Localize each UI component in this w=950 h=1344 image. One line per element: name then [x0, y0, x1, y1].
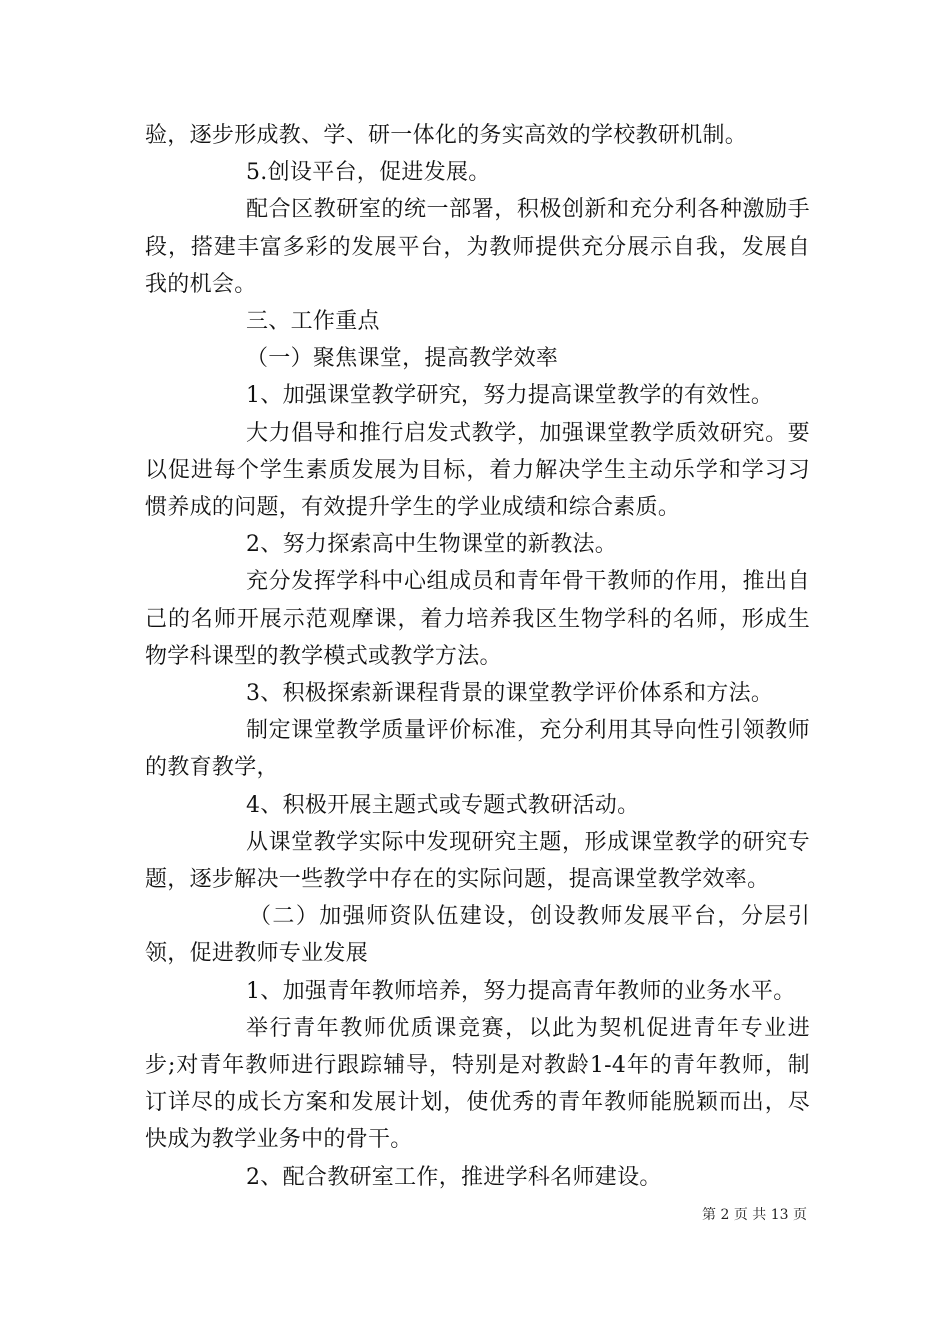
document-body [145, 117, 810, 1196]
subsection-heading: （一）聚焦课堂，提高教学效率 [246, 346, 559, 372]
page-number-footer: 第 2 页 共 13 页 [702, 1207, 807, 1223]
subsection-heading: （二）加强师资队伍建设，创设教师发展平台，分层引领，促进教师专业发展 [145, 904, 810, 967]
paragraph: 大力倡导和推行启发式教学，加强课堂教学质效研究。要以促进每个学生素质发展为目标，着力解决学生主动乐学和学习习惯养成的问题，有效提升学生的学业成绩和综合素质。 [145, 420, 810, 521]
paragraph: 充分发挥学科中心组成员和青年骨干教师的作用，推出自己的名师开展示范观摩课，着力培养我区生物学科的名师，形成生物学科课型的教学模式或教学方法。 [145, 569, 810, 669]
item-heading: 1、加强课堂教学研究，努力提高课堂教学的有效性。 [246, 383, 774, 409]
item-heading: 3、积极探索新课程背景的课堂教学评价体系和方法。 [246, 681, 774, 707]
section-heading: 5.创设平台，促进发展。 [246, 160, 491, 186]
paragraph: 配合区教研室的统一部署，积极创新和充分利各种激励手段，搭建丰富多彩的发展平台，为教师提供充分展示自我，发展自我的机会。 [145, 197, 810, 297]
item-heading: 1、加强青年教师培养，努力提高青年教师的业务水平。 [246, 978, 796, 1004]
item-heading: 2、努力探索高中生物课堂的新教法。 [246, 532, 618, 558]
paragraph: 举行青年教师优质课竞赛，以此为契机促进青年专业进步;对青年教师进行跟踪辅导，特别是对教龄1-4年的青年教师，制订详尽的成长方案和发展计划，使优秀的青年教师能脱颖而出，尽快成为教学业务中的骨干。 [145, 1015, 810, 1153]
paragraph: 制定课堂教学质量评价标准，充分利用其导向性引领教师的教育教学， [145, 718, 810, 781]
item-heading: 2、配合教研室工作，推进学科名师建设。 [246, 1164, 662, 1190]
item-heading: 4、积极开展主题式或专题式教研活动。 [246, 792, 640, 818]
paragraph: 从课堂教学实际中发现研究主题，形成课堂教学的研究专题，逐步解决一些教学中存在的实际问题，提高课堂教学效率。 [145, 829, 810, 893]
paragraph: 验，逐步形成教、学、研一体化的务实高效的学校教研机制。 [145, 123, 748, 148]
section-heading: 三、工作重点 [246, 309, 380, 335]
